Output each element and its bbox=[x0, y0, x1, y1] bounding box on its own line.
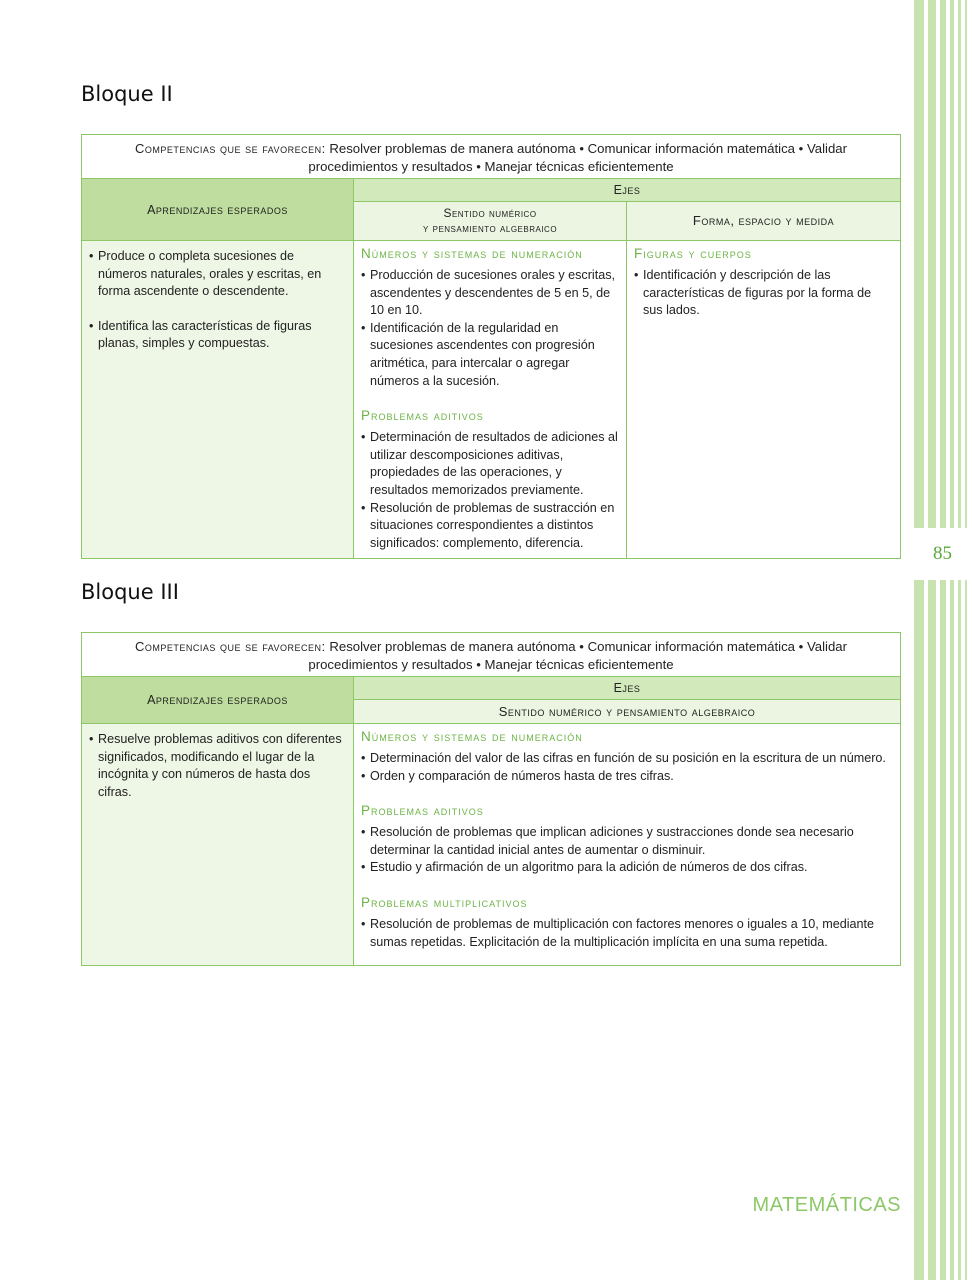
eje-sentido-numerico bbox=[354, 700, 901, 724]
ejes-header bbox=[354, 179, 901, 202]
competencias-row bbox=[82, 135, 901, 179]
page-number: 85 bbox=[933, 543, 952, 564]
eje-1-line1: Sentido numérico bbox=[443, 206, 537, 220]
bloque-2-title: Bloque II bbox=[81, 82, 173, 106]
eje-forma-espacio bbox=[627, 202, 901, 241]
eje-2-label: Forma, espacio y medida bbox=[692, 213, 835, 228]
list-item: • Orden y comparación de números hasta de tres cifras. bbox=[361, 768, 892, 786]
contenidos-col bbox=[354, 724, 901, 966]
section-heading: Figuras y cuerpos bbox=[634, 246, 752, 261]
aprendizajes-label: Aprendizajes esperados bbox=[147, 693, 288, 707]
list-item: • Estudio y afirmación de un algoritmo para la adición de números de dos cifras. bbox=[361, 859, 892, 877]
list-item: • Identifica las características de figuras planas, simples y compuestas. bbox=[89, 318, 345, 353]
section-heading: Problemas aditivos bbox=[361, 408, 484, 424]
section-heading: Números y sistemas de numeración bbox=[361, 729, 583, 744]
ejes-header bbox=[354, 677, 901, 700]
list-item: • Resolución de problemas de multiplicación con factores menores o iguales a 10, mediante sumas repetidas. Explicitación de la multiplicación implícita en una suma repetida. bbox=[361, 916, 892, 951]
list-item: • Resolución de problemas de sustracción en situaciones correspondientes a distintos significados: complemento, diferencia. bbox=[361, 500, 618, 553]
competencias-row bbox=[82, 633, 901, 677]
list-item: • Producción de sucesiones orales y escritas, ascendentes y descendentes de 5 en 5, de 10 en 10. bbox=[361, 267, 618, 320]
section-heading: Problemas aditivos bbox=[361, 803, 484, 819]
eje-1-line2: y pensamiento algebraico bbox=[422, 221, 558, 235]
list-item: • Identificación de la regularidad en sucesiones ascendentes con progresión aritmética, para intercalar o agregar números a la sucesión. bbox=[361, 320, 618, 390]
subject-footer: MATEMÁTICAS bbox=[752, 1194, 901, 1216]
competencias-text: Resolver problemas de manera autónoma • Comunicar información matemática • Validar procedimientos y resultados • Manejar técnicas eficientemente bbox=[308, 141, 848, 174]
bloque-3-table bbox=[81, 632, 901, 966]
contenidos-col-2 bbox=[627, 241, 901, 559]
aprendizajes-cell bbox=[82, 724, 354, 966]
contenidos-col-1 bbox=[354, 241, 627, 559]
section-heading: Problemas multiplicativos bbox=[361, 894, 528, 910]
ejes-label: Ejes bbox=[613, 681, 641, 695]
list-item: • Resuelve problemas aditivos con diferentes significados, modificando el lugar de la incógnita y con números de hasta dos cifras. bbox=[89, 731, 345, 801]
eje-sentido-numerico bbox=[354, 202, 627, 241]
bloque-2-table bbox=[81, 134, 901, 559]
competencias-text: Resolver problemas de manera autónoma • Comunicar información matemática • Validar procedimientos y resultados • Manejar técnicas eficientemente bbox=[308, 639, 848, 672]
aprendizajes-header bbox=[82, 179, 354, 241]
aprendizajes-label: Aprendizajes esperados bbox=[147, 202, 288, 217]
list-item: • Resolución de problemas que implican adiciones y sustracciones donde sea necesario determinar la cantidad inicial antes de aumentar o disminuir. bbox=[361, 824, 892, 859]
list-item: • Produce o completa sucesiones de números naturales, orales y escritas, en forma ascendente o descendente. bbox=[89, 248, 345, 301]
ejes-label: Ejes bbox=[613, 183, 641, 197]
competencias-label: Competencias que se favorecen: bbox=[134, 141, 326, 156]
eje-1-label: Sentido numérico y pensamiento algebraico bbox=[498, 703, 756, 719]
list-item: • Identificación y descripción de las características de figuras por la forma de sus lados. bbox=[634, 267, 892, 320]
section-heading: Números y sistemas de numeración bbox=[361, 246, 583, 261]
aprendizajes-cell bbox=[82, 241, 354, 559]
list-item: • Determinación del valor de las cifras en función de su posición en la escritura de un número. bbox=[361, 750, 892, 768]
list-item: • Determinación de resultados de adiciones al utilizar descomposiciones aditivas, propiedades de las operaciones, y resultados memorizados previamente. bbox=[361, 429, 618, 499]
bloque-3-title: Bloque III bbox=[81, 580, 179, 604]
aprendizajes-header bbox=[82, 677, 354, 724]
side-stripes bbox=[912, 0, 972, 1280]
competencias-label: Competencias que se favorecen: bbox=[134, 639, 326, 654]
